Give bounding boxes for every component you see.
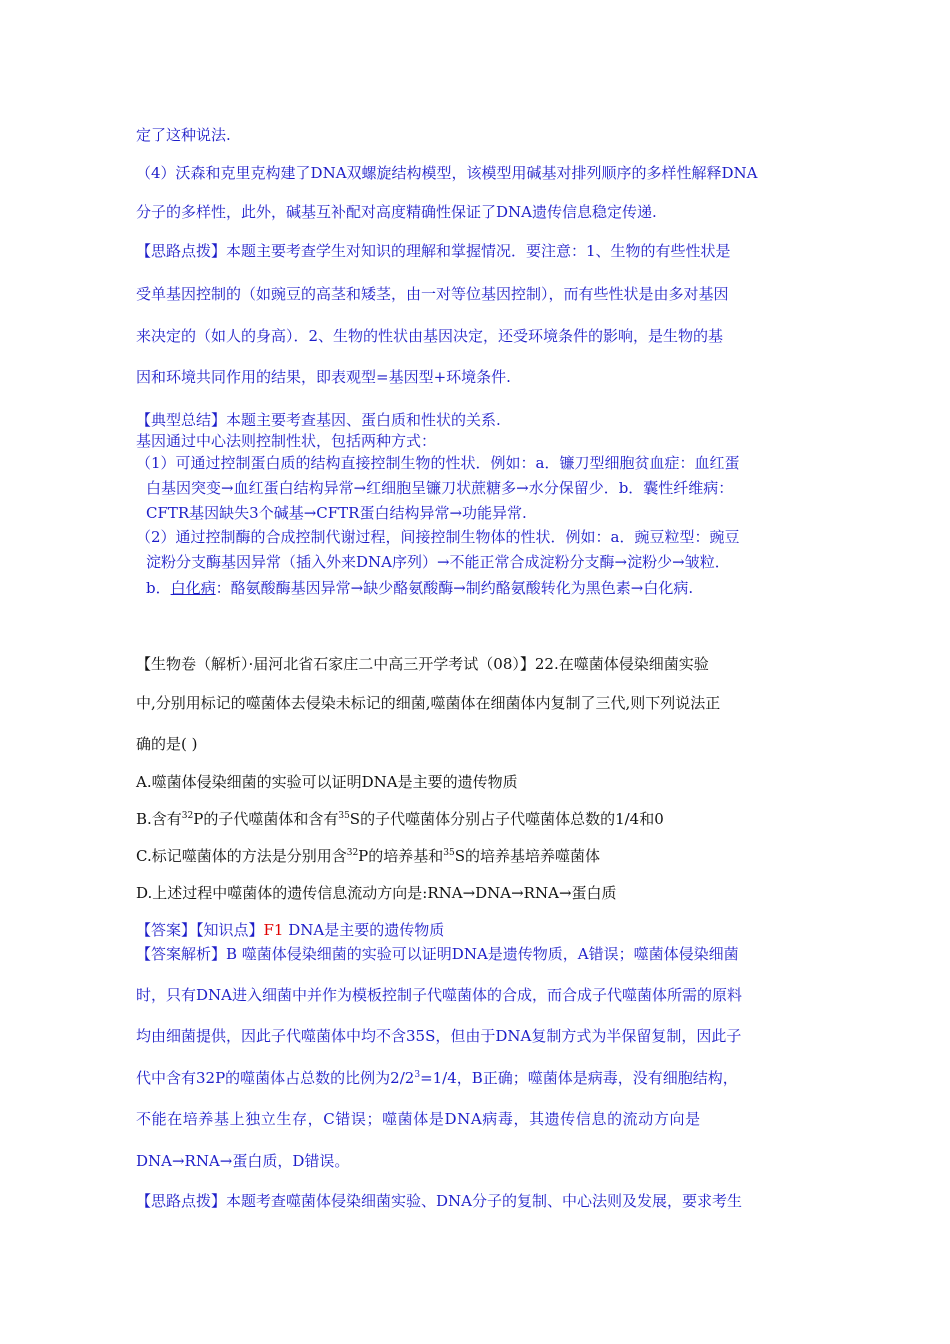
option-d: D.上述过程中噬菌体的遗传信息流动方向是:RNA→DNA→RNA→蛋白质: [136, 884, 617, 902]
tips-heading-line: 【思路点拨】本题考查噬菌体侵染细菌实验、DNA分子的复制、中心法则及发展，要求考生: [136, 1192, 742, 1210]
text-line: 白基因突变→血红蛋白结构异常→红细胞呈镰刀状蔗糖多→水分保留少．b．囊性纤维病：: [146, 479, 734, 497]
option-a: A.噬菌体侵染细菌的实验可以证明DNA是主要的遗传物质: [136, 773, 518, 791]
answer-knowledge-line: [136, 919, 444, 941]
text-segment: ：酪氨酸酶基因异常→缺少酪氨酸酶→制约酪氨酸转化为黑色素→白化病.: [215, 579, 694, 597]
superscript: 32: [346, 848, 359, 858]
superscript: 35: [443, 848, 455, 858]
text-segment: =1/4，B正确；噬菌体是病毒，没有细胞结构，: [420, 1069, 738, 1087]
tips-heading-line: 【思路点拨】本题主要考查学生对知识的理解和掌握情况．要注意：1、生物的有些性状是: [136, 242, 731, 260]
text-line: 分子的多样性，此外，碱基互补配对高度精确性保证了DNA遗传信息稳定传递.: [136, 203, 657, 221]
text-line: （2）通过控制酶的合成控制代谢过程，间接控制生物体的性状．例如：a．豌豆粒型：豌豆: [136, 528, 740, 546]
text-line: 定了这种说法.: [136, 126, 231, 144]
text-segment: C.标记噬菌体的方法是分别用含: [136, 847, 347, 865]
text-segment: P的子代噬菌体和含有: [193, 810, 339, 828]
text-line: 受单基因控制的（如豌豆的高茎和矮茎，由一对等位基因控制），而有些性状是由多对基因: [136, 285, 729, 303]
option-c: [136, 845, 600, 867]
text-line: DNA→RNA→蛋白质，D错误。: [136, 1152, 350, 1170]
analysis-line: 【答案解析】B 噬菌体侵染细菌的实验可以证明DNA是遗传物质，A错误；噬菌体侵染细菌: [136, 945, 739, 963]
text-segment: DNA是主要的遗传物质: [283, 921, 445, 939]
underlined-term: 白化病: [170, 579, 216, 597]
text-line: 确的是( ): [136, 735, 198, 753]
text-segment: b．: [146, 579, 171, 597]
text-line: 淀粉分支酶基因异常（插入外来DNA序列）→不能正常合成淀粉分支酶→淀粉少→皱粒．: [146, 553, 730, 571]
text-line: 中,分别用标记的噬菌体去侵染未标记的细菌,噬菌体在细菌体内复制了三代,则下列说法正: [136, 694, 721, 712]
text-line: （1）可通过控制蛋白质的结构直接控制生物的性状．例如：a．镰刀型细胞贫血症：血红蛋: [136, 454, 740, 472]
text-segment: B.含有: [136, 810, 182, 828]
text-line: 均由细菌提供，因此子代噬菌体中均不含35S，但由于DNA复制方式为半保留复制，因此子: [136, 1027, 742, 1045]
text-line: 不能在培养基上独立生存，C错误；噬菌体是DNA病毒，其遗传信息的流动方向是: [136, 1110, 701, 1128]
text-segment: 代中含有32P的噬菌体占总数的比例为2/2: [136, 1069, 415, 1087]
superscript: 32: [181, 811, 194, 821]
text-line: [146, 577, 693, 599]
text-line: 时，只有DNA进入细菌中并作为模板控制子代噬菌体的合成，而合成子代噬菌体所需的原料: [136, 986, 742, 1004]
knowledge-code: F1: [263, 921, 284, 939]
text-segment: S的子代噬菌体分别占子代噬菌体总数的1/4和0: [349, 810, 664, 828]
text-line: 因和环境共同作用的结果，即表观型=基因型+环境条件.: [136, 368, 511, 386]
text-segment: 【答案】【知识点】: [136, 921, 264, 939]
superscript: 3: [414, 1070, 421, 1080]
text-line: CFTR基因缺失3个碱基→CFTR蛋白结构异常→功能异常.: [146, 504, 527, 522]
text-segment: P的培养基和: [358, 847, 444, 865]
text-line: [136, 1067, 738, 1089]
text-line: 来决定的（如人的身高）．2、生物的性状由基因决定，还受环境条件的影响，是生物的基: [136, 327, 724, 345]
summary-heading-line: 【典型总结】本题主要考查基因、蛋白质和性状的关系.: [136, 411, 501, 429]
superscript: 35: [338, 811, 350, 821]
option-b: [136, 808, 664, 830]
question-heading-line: 【生物卷（解析）·届河北省石家庄二中高三开学考试（08）】22.在噬菌体侵染细菌实验: [136, 655, 709, 673]
text-line: （4）沃森和克里克构建了DNA双螺旋结构模型，该模型用碱基对排列顺序的多样性解释DNA: [136, 164, 758, 182]
text-line: 基因通过中心法则控制性状，包括两种方式：: [136, 432, 437, 450]
text-segment: S的培养基培养噬菌体: [454, 847, 600, 865]
